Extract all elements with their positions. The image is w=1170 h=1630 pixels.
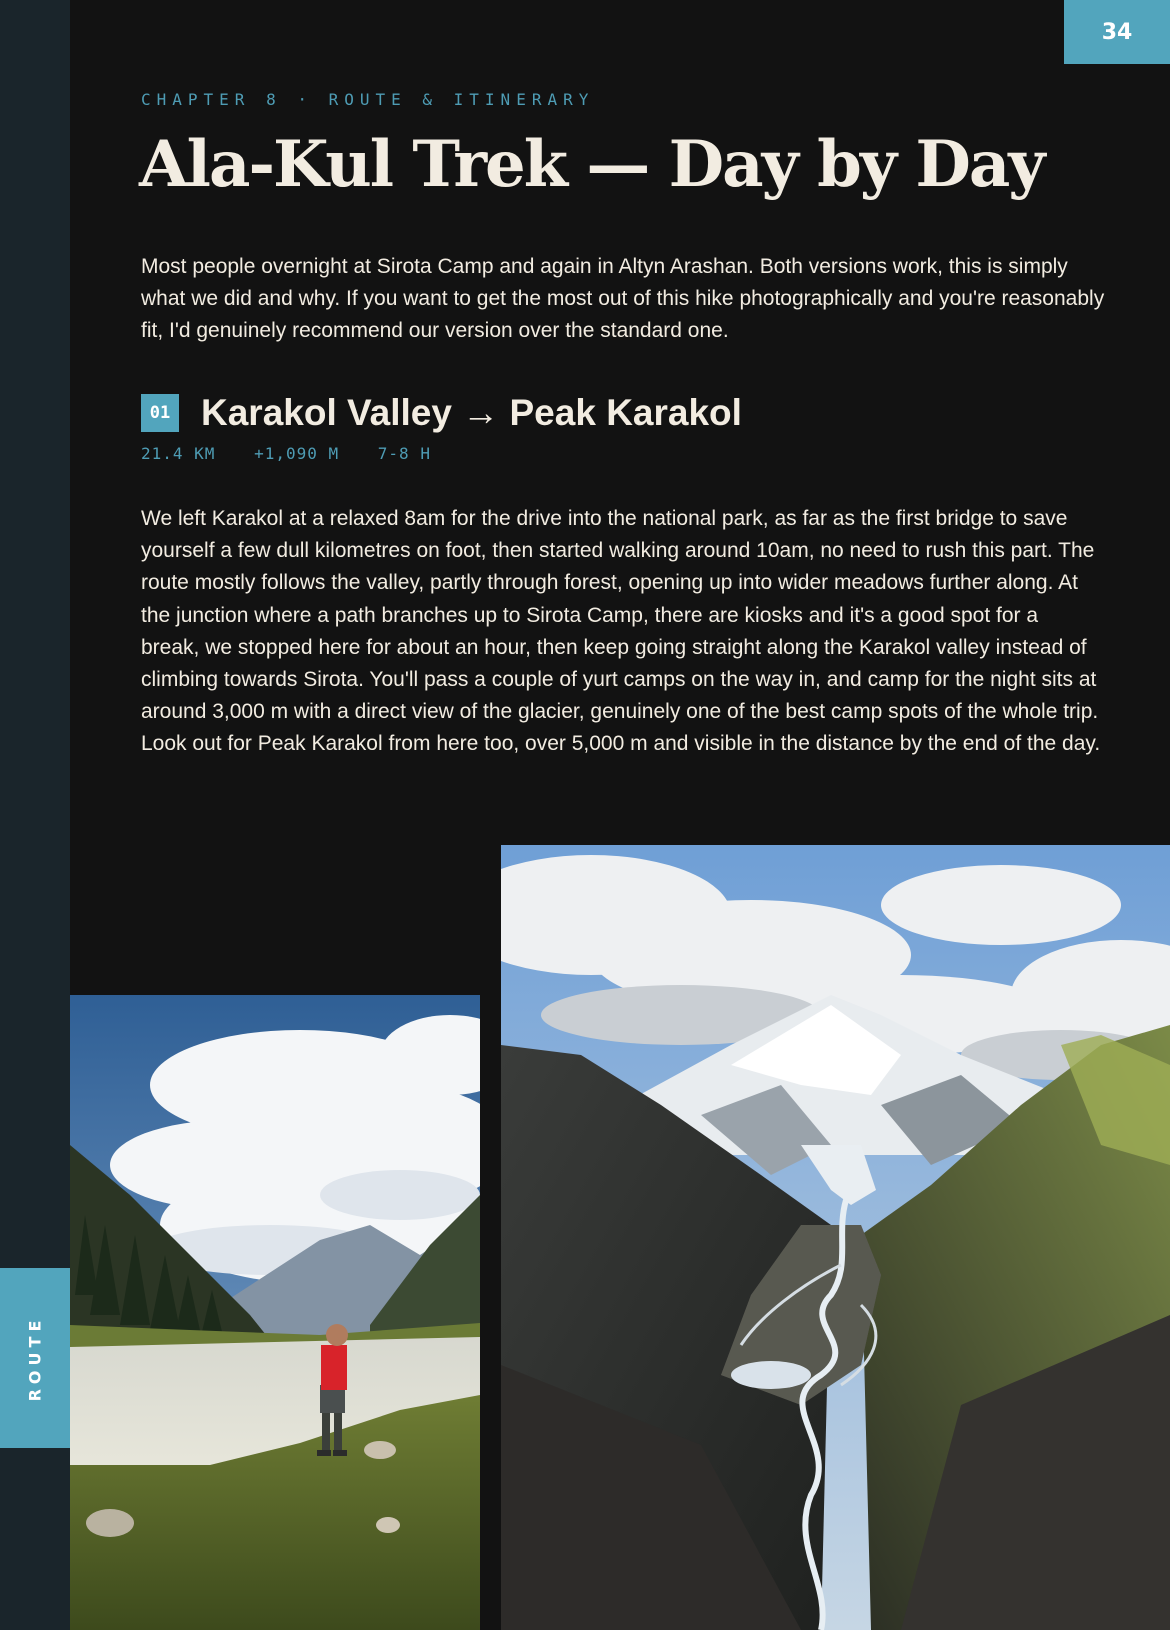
day-heading: [141, 392, 742, 434]
intro-paragraph: Most people overnight at Sirota Camp and again in Altyn Arashan. Both versions work, this is simply what we did and why. If you want to get the most out of this hike photographically and you're reasonably fit, I'd genuinely recommend our version over the standard one.: [141, 255, 1105, 342]
page-title: Ala-Kul Trek — Day by Day: [139, 127, 1044, 202]
day-stats: [141, 444, 459, 463]
glacier-valley-photo: [501, 845, 1170, 1630]
chapter-kicker: CHAPTER 8 · ROUTE & ITINERARY: [141, 90, 595, 109]
day-distance: 21.4 KM: [141, 444, 216, 463]
hiker-river-photo: [70, 995, 480, 1630]
page-number: 34: [1064, 0, 1170, 64]
day-elevation: +1,090 M: [254, 444, 340, 463]
section-tab-route: [0, 1268, 70, 1448]
day-title: Karakol Valley → Peak Karakol: [201, 392, 742, 433]
section-tab-label: ROUTE: [25, 1315, 45, 1401]
day-duration: 7-8 H: [377, 444, 431, 463]
day-body-paragraph: We left Karakol at a relaxed 8am for the drive into the national park, as far as the first bridge to save yourself a few dull kilometres on foot, then started walking around 10am, no need to rush this part. The route mostly follows the valley, partly through forest, opening up into wider meadows further along. At the junction where a path branches up to Sirota Camp, there are kiosks and it's a good spot for a break, we stopped here for about an hour, then keep going straight along the Karakol valley instead of climbing towards Sirota. You'll pass a couple of yurt camps on the way in, and camp for the night sits at around 3,000 m with a direct view of the glacier, genuinely one of the best camp spots of the whole trip. Look out for Peak Karakol from here too, over 5,000 m and visible in the distance by the end of the day.: [141, 507, 1101, 756]
day-number-badge: 01: [141, 394, 179, 432]
